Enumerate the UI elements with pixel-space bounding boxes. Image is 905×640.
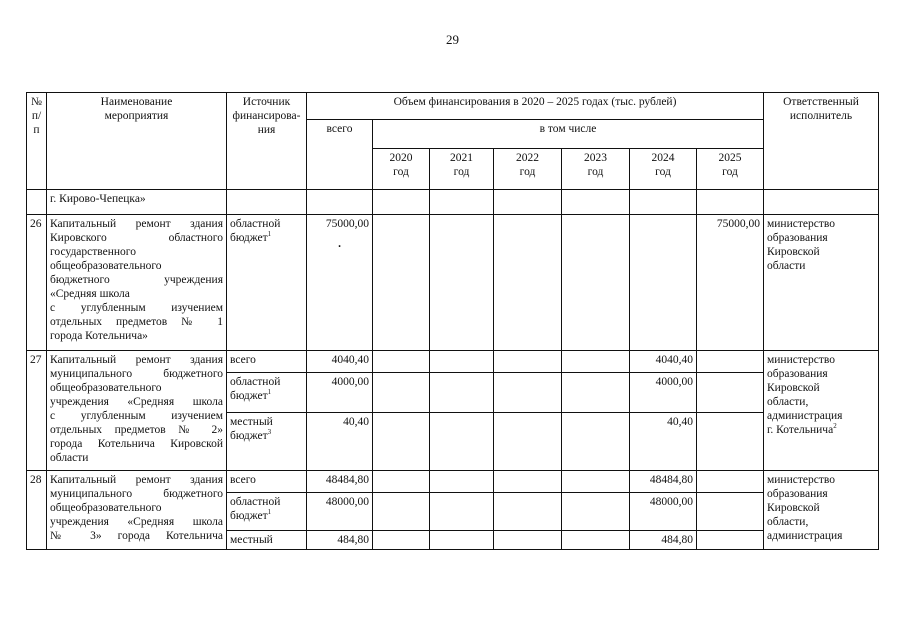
table-row	[27, 351, 879, 373]
header-year-2023: 2023 год	[562, 149, 630, 190]
measure-name-line: области	[50, 452, 89, 464]
total-value: 40,40	[307, 413, 373, 471]
measure-name-line: города Котельнича»	[50, 330, 148, 342]
year-2023-value	[562, 493, 630, 531]
continuation-text: г. Кирово-Чепецка»	[47, 190, 227, 215]
funding-table	[26, 92, 879, 550]
cell-empty	[562, 190, 630, 215]
year-2020-value	[373, 215, 430, 351]
year-2021-value	[430, 413, 494, 471]
measure-name-line: отдельных предметов № 1	[50, 316, 223, 328]
year-2023-value	[562, 373, 630, 413]
table-row	[27, 215, 879, 351]
header-responsible: Ответственный исполнитель	[764, 93, 879, 190]
total-value: 48000,00	[307, 493, 373, 531]
measure-name-line: учреждения «Средняя школа	[50, 396, 223, 408]
measure-name	[47, 471, 227, 550]
measure-name-line: общеобразовательного	[50, 260, 162, 272]
year-2020-value	[373, 531, 430, 550]
year-2025-value: 75000,00	[697, 215, 764, 351]
header-total: всего	[307, 120, 373, 190]
footnote-mark: 1	[267, 508, 272, 517]
footnote-mark: 1	[267, 388, 272, 397]
source-text: местный бюджет	[230, 416, 273, 442]
responsible-executor: министерство образования Кировской области, администрация	[764, 471, 879, 550]
cell-empty	[494, 190, 562, 215]
page-number: 29	[446, 32, 459, 47]
year-2020-value	[373, 471, 430, 493]
year-2024-value: 4000,00	[630, 373, 697, 413]
year-2024-value	[630, 215, 697, 351]
header-name: Наименование мероприятия	[47, 93, 227, 190]
total-value: 48484,80	[307, 471, 373, 493]
measure-name-line: Капитальный ремонт здания	[50, 354, 223, 366]
year-2022-value	[494, 493, 562, 531]
header-year-2021: 2021 год	[430, 149, 494, 190]
cell-empty	[27, 190, 47, 215]
cell-empty	[307, 190, 373, 215]
row-number: 27	[27, 351, 47, 471]
measure-name-line: общеобразовательного	[50, 382, 162, 394]
year-2021-value	[430, 351, 494, 373]
cell-empty	[373, 190, 430, 215]
header-year-2022: 2022 год	[494, 149, 562, 190]
header-year-2025: 2025 год	[697, 149, 764, 190]
year-2024-value: 48484,80	[630, 471, 697, 493]
measure-name-line: государственного	[50, 246, 136, 258]
measure-name-line: Кировского областного	[50, 232, 223, 244]
cell-empty	[764, 190, 879, 215]
footnote-mark: 2	[833, 422, 837, 431]
measure-name-line: города Котельнича Кировской	[50, 438, 223, 450]
header-year-2020: 2020 год	[373, 149, 430, 190]
year-2023-value	[562, 531, 630, 550]
year-2022-value	[494, 373, 562, 413]
total-amount: 75000,00	[325, 218, 369, 230]
year-2020-value	[373, 493, 430, 531]
responsible-executor	[764, 351, 879, 471]
year-2021-value	[430, 373, 494, 413]
total-value	[307, 215, 373, 351]
year-2024-value: 4040,40	[630, 351, 697, 373]
year-2023-value	[562, 413, 630, 471]
year-2025-value	[697, 413, 764, 471]
year-2024-value: 48000,00	[630, 493, 697, 531]
funding-source	[227, 373, 307, 413]
year-2024-value: 484,80	[630, 531, 697, 550]
year-2020-value	[373, 373, 430, 413]
footnote-mark: 1	[267, 230, 272, 239]
year-2025-value	[697, 373, 764, 413]
measure-name-line: № 3» города Котельнича	[50, 530, 223, 542]
funding-source	[227, 493, 307, 531]
measure-name-line: с углубленным изучением	[50, 410, 223, 422]
source-text: областной бюджет	[230, 496, 281, 522]
cell-empty	[227, 190, 307, 215]
stray-mark: .	[338, 238, 341, 250]
header-year-2024: 2024 год	[630, 149, 697, 190]
table-row	[27, 471, 879, 493]
year-2020-value	[373, 351, 430, 373]
year-2021-value	[430, 215, 494, 351]
responsible-text: министерство образования Кировской области, администрация г. Котельнича	[767, 354, 843, 436]
funding-source	[227, 413, 307, 471]
year-2023-value	[562, 215, 630, 351]
table-row	[27, 190, 879, 215]
header-source: Источник финансирова- ния	[227, 93, 307, 190]
row-number: 26	[27, 215, 47, 351]
responsible-executor: министерство образования Кировской области	[764, 215, 879, 351]
header-volume: Объем финансирования в 2020 – 2025 годах (тыс. рублей)	[307, 93, 764, 120]
cell-empty	[430, 190, 494, 215]
measure-name-line: Капитальный ремонт здания	[50, 218, 223, 230]
funding-source	[227, 471, 307, 493]
cell-empty	[697, 190, 764, 215]
measure-name	[47, 215, 227, 351]
measure-name-line: Капитальный ремонт здания	[50, 474, 223, 486]
measure-name-line: «Средняя школа	[50, 288, 130, 300]
funding-source	[227, 531, 307, 550]
source-text: местный	[230, 534, 273, 546]
total-value: 4000,00	[307, 373, 373, 413]
measure-name-line: бюджетного учреждения	[50, 274, 223, 286]
year-2023-value	[562, 351, 630, 373]
header-including: в том числе	[373, 120, 764, 149]
year-2022-value	[494, 215, 562, 351]
source-text: областной бюджет	[230, 218, 281, 244]
measure-name-line: с углубленным изучением	[50, 302, 223, 314]
year-2023-value	[562, 471, 630, 493]
year-2022-value	[494, 471, 562, 493]
year-2022-value	[494, 351, 562, 373]
measure-name-line: учреждения «Средняя школа	[50, 516, 223, 528]
measure-name-line: общеобразовательного	[50, 502, 162, 514]
funding-source	[227, 351, 307, 373]
year-2025-value	[697, 493, 764, 531]
funding-source	[227, 215, 307, 351]
total-value: 484,80	[307, 531, 373, 550]
year-2025-value	[697, 531, 764, 550]
year-2021-value	[430, 493, 494, 531]
year-2025-value	[697, 471, 764, 493]
measure-name-line: муниципального бюджетного	[50, 488, 223, 500]
source-text: всего	[230, 354, 256, 366]
footnote-mark: 3	[267, 428, 272, 437]
year-2020-value	[373, 413, 430, 471]
source-text: областной бюджет	[230, 376, 281, 402]
cell-empty	[630, 190, 697, 215]
year-2025-value	[697, 351, 764, 373]
total-value: 4040,40	[307, 351, 373, 373]
measure-name	[47, 351, 227, 471]
year-2022-value	[494, 531, 562, 550]
year-2022-value	[494, 413, 562, 471]
header-num: № п/п	[27, 93, 47, 190]
row-number: 28	[27, 471, 47, 550]
measure-name-line: отдельных предметов № 2»	[50, 424, 223, 436]
year-2021-value	[430, 531, 494, 550]
year-2021-value	[430, 471, 494, 493]
year-2024-value: 40,40	[630, 413, 697, 471]
source-text: всего	[230, 474, 256, 486]
measure-name-line: муниципального бюджетного	[50, 368, 223, 380]
